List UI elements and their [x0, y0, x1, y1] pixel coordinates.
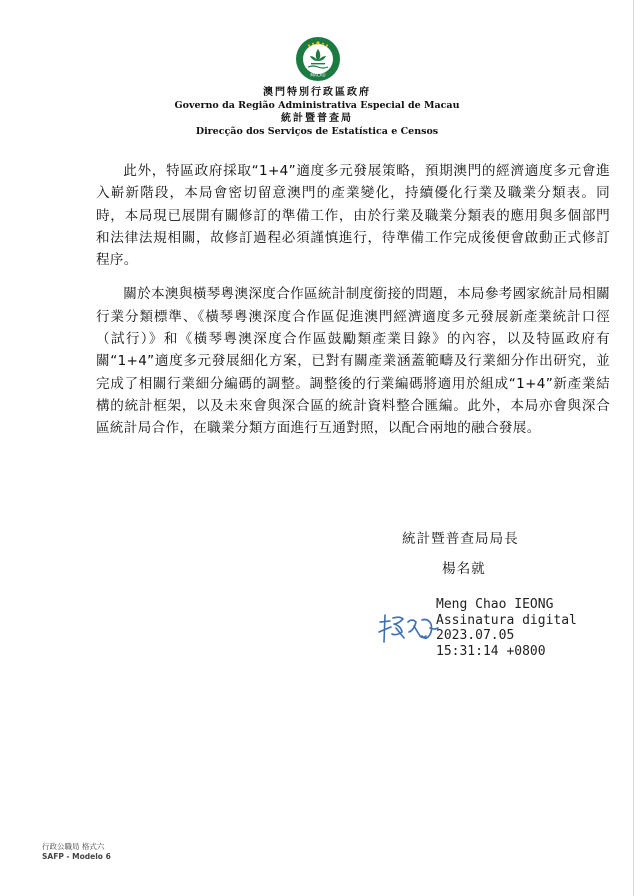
digital-signature-label: Assinatura digital: [436, 612, 577, 628]
form-footer: [42, 842, 111, 862]
digital-signer-name: Meng Chao IEONG: [436, 597, 554, 612]
paragraph: 關於本澳與橫琴粵澳深度合作區統計制度銜接的問題，本局參考國家統計局相關行業分類標準、《橫琴粵澳深度合作區促進澳門經濟適度多元發展新產業統計口徑（試行）》和《橫琴粵澳深度合作區鼓勵類產業目錄》的內容，以及特區政府有關“1+4”適度多元發展細化方案，已對有關產業涵蓋範疇及行業細分作出研究，並完成了相關行業細分編碼的調整。調整後的行業編碼將適用於組成“1+4”新產業結構的統計框架，以及未來會與深合區的統計資料整合匯編。此外，本局亦會與深合區統計局合作，在職業分類方面進行互通對照，以配合兩地的融合發展。: [96, 286, 610, 437]
government-name-pt: Governo da Região Administrativa Especial de Macau: [174, 100, 460, 111]
footer-form-code-zh: 行政公職局 格式六: [42, 842, 105, 851]
handwritten-signature: [376, 612, 440, 650]
macau-emblem-icon: [295, 36, 341, 82]
emblem-label: MACAU: [310, 72, 326, 78]
signer-name: 楊名就: [442, 561, 486, 577]
government-name-zh: 澳門特別行政區政府: [263, 87, 371, 98]
digital-signature-date: 2023.07.05: [436, 628, 515, 643]
paragraph: 此外，特區政府採取“1+4”適度多元發展策略，預期澳門的經濟適度多元會進入嶄新階段，本局會密切留意澳門的產業變化，持續優化行業及職業分類表。同時，本局現已展開有關修訂的準備工作，由於行業及職業分類表的應用與多個部門和法律法規相關，故修訂過程必須謹慎進行，待準備工作完成後便會啟動正式修訂程序。: [96, 163, 610, 269]
signer-title: 統計暨普查局局長: [402, 531, 519, 547]
department-name-pt: Direcção dos Serviços de Estatística e Censos: [195, 126, 439, 137]
footer-form-code-pt: SAFP - Modelo 6: [42, 852, 111, 861]
digital-signature-block: [436, 597, 577, 659]
digital-signature-time: 15:31:14 +0800: [436, 643, 546, 659]
letter-body: [96, 160, 610, 452]
department-name-zh: 統計暨普查局: [281, 113, 353, 124]
